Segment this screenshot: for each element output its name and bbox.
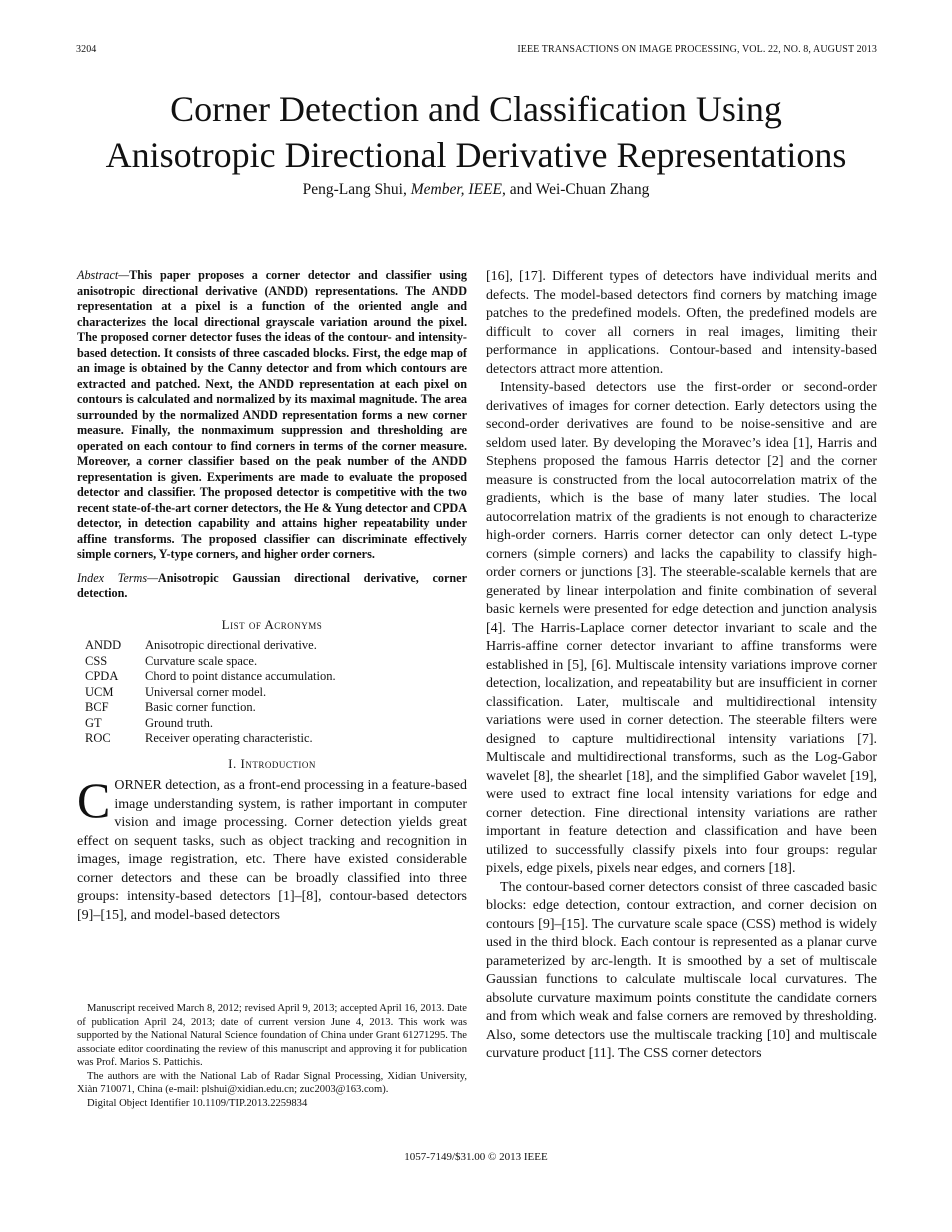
footnote [77,1002,467,1110]
acronym-abbr: BCF [85,700,109,714]
acronym-abbr: GT [85,715,102,730]
acronym-row [85,685,467,701]
paper-title [0,86,952,178]
acronym-abbr: CSS [85,653,108,668]
running-header [76,44,877,58]
introduction-heading: I. Introduction [228,755,316,771]
abstract-text: This paper proposes a corner detector and classifier using anisotropic directional derivative (ANDD) representations. The ANDD representation at a pixel is a function of the oriented angle and characterizes the local directional grayscale variation around the pixel. The proposed corner detector fuses the ideas of the contour- and intensity-based detection. It consists of three cascaded blocks. First, the edge map of an image is obtained by the Canny detector and from which contours are extracted and patched. Next, the ANDD representation at each pixel on contours is calculated and normalized by its maximal magnitude. The area surrounded by the normalized ANDD representation forms a new corner measure. Finally, the nonmaximum suppression and thresholding are operated on each contour to find corners in terms of the corner measure. Moreover, a corner classifier based on the peak number of the ANDD representation is given. Experiments are made to evaluate the proposed detector and classifier. The proposed detector is competitive with the two recent state-of-the-art corner detectors, the He & Yung detector and CPDA detector, in detection capability and attains higher repeatability under affine transforms. The proposed classifier can discriminate effectively simple corners, Y-type corners, and higher order corners. [77,268,467,561]
index-terms [77,571,467,602]
copyright-footer: 1057-7149/$31.00 © 2013 IEEE [404,1151,548,1163]
acronym-abbr: ANDD [85,638,122,652]
author-1: Peng-Lang Shui, [302,181,407,198]
acronym-def: Basic corner function. [145,700,256,714]
introduction-paragraph-2: Intensity-based detectors use the first-order or second-order derivatives of images for corner detection. Early detectors using the second-order derivatives are found to be noise-sensitive and are seldom used later. By developing the Moravec’s idea [1], Harris and Stephens proposed the famous Harris detector [2] and the corner measure is constructed from the local autocorrelation matrix of the gradients, which is the base of many later studies. The local autocorrelation matrix of the gradients is not enough to characterize high-order corners. Harris corner detector can only detect L-type corners (simple corners) and lacks the capability to classify high-order corners or junctions [3]. The steerable-scalable kernels that are generated by linear interpolation and finite combination of several basic kernels were presented for edge detection and junction analysis [4]. The Harris-Laplace corner detector invariant to scale and the Harris-affine corner detector invariant to affine transforms were established in [5], [6]. Multiscale intensity variations improve corner detection, localization, and repeatability but are insufficient in corner classification. Later, multiscale and multidirectional intensity variations were used in corner detection. The steerable filters were designed to capture multidirectional intensity variations [7]. Multiscale and multidirectional transforms, such as the Log-Gabor wavelet [8], the shearlet [18], and the simplified Gabor wavelet [19], were used to extract fine local intensity variations for edge and corner detection. Fine directional intensity variations are rather important in feature detection and classification and have been utilized to successfully classify pixels into four groups: regular pixels, edge pixels, pixels near edges, and corners [18]. [486,380,877,876]
acronym-def: Chord to point distance accumulation. [145,669,336,683]
acronym-abbr: CPDA [85,669,119,683]
left-column [77,268,467,925]
title-line-2: Anisotropic Directional Derivative Representations [105,135,847,175]
right-column [486,268,877,1064]
author-2: , and Wei-Chuan Zhang [501,181,650,198]
introduction-p1-continued: [16], [17]. Different types of detectors have individual merits and defects. The model-based detectors find corners by matching image patches to the predefined models. Often, the predefined models are difficult to cover all corners in real images, limiting their performance in applications. Contour-based and intensity-based detectors attract more attention. [486,269,877,377]
acronym-abbr: UCM [85,684,114,699]
introduction-paragraph-3: The contour-based corner detectors consist of three cascaded basic blocks: edge detection, contour extraction, and corner decision on contours [9]–[15]. The curvature scale space (CSS) method is widely used in the third block. Each contour is represented as a planar curve parameterized by arc-length. It is smoothed by a set of multiscale Gaussian functions to calculate multiscale local curvatures. The absolute curvature maximum points constitute the candidate corners and from which weak and false corners are removed by thresholding. Also, some detectors use the multiscale tracking [10] and multiscale curvature product [11]. The CSS corner detectors [486,879,877,1061]
introduction-paragraph-1 [77,772,467,925]
acronym-def: Ground truth. [145,715,214,730]
acronym-row [85,716,467,732]
acronym-row [85,731,467,747]
title-line-1: Corner Detection and Classification Using [170,89,782,129]
acronym-def: Universal corner model. [145,684,267,699]
journal-info: IEEE TRANSACTIONS ON IMAGE PROCESSING, VOL. 22, NO. 8, AUGUST 2013 [517,44,877,55]
footnote-manuscript: Manuscript received March 8, 2012; revised April 9, 2013; accepted April 16, 2013. Date of publication April 24, 2013; date of current version June 4, 2013. This work was supported by the National Natural Science foundation of China under Grant 61271295. The associate editor coordinating the review of this manuscript and approving it for publication was Prof. Marios S. Pattichis. [77,1003,467,1068]
acronym-def: Anisotropic directional derivative. [145,638,317,652]
drop-cap: C [77,772,111,828]
acronym-list [85,638,467,747]
abstract [77,268,467,563]
acronym-def: Curvature scale space. [145,653,258,668]
acronym-row [85,669,467,685]
index-terms-lead: Index Terms— [77,570,158,585]
acronym-row [85,654,467,670]
index-terms-text: Anisotropic Gaussian directional derivative, corner detection. [77,570,467,600]
acronym-row [85,638,467,654]
acronym-def: Receiver operating characteristic. [145,731,313,745]
author-1-membership: Member, IEEE [410,181,502,198]
abstract-lead: Abstract— [77,268,130,282]
page-number: 3204 [76,44,97,55]
footnote-doi: Digital Object Identifier 10.1109/TIP.2013.2259834 [87,1097,308,1109]
acronym-row [85,700,467,716]
acronym-abbr: ROC [85,731,111,745]
author-list [0,181,952,199]
footnote-affiliation: The authors are with the National Lab of Radar Signal Processing, Xidian University, Xiàn 710071, China (e-mail: plshui@xidian.edu.cn; zuc2003@163.com). [77,1070,467,1095]
acronyms-heading: List of Acronyms [221,616,323,632]
introduction-p1-text: ORNER detection, as a front-end processing in a feature-based image understanding system, is rather important in computer vision and image processing. Corner detection yields great effect on sequent tasks, such as object tracking and recognition in images, image registration, etc. There have existed considerable corner detectors and these can be broadly classified into three groups: intensity-based detectors [1]–[8], contour-based detectors [9]–[15], and model-based detectors [77,778,467,923]
